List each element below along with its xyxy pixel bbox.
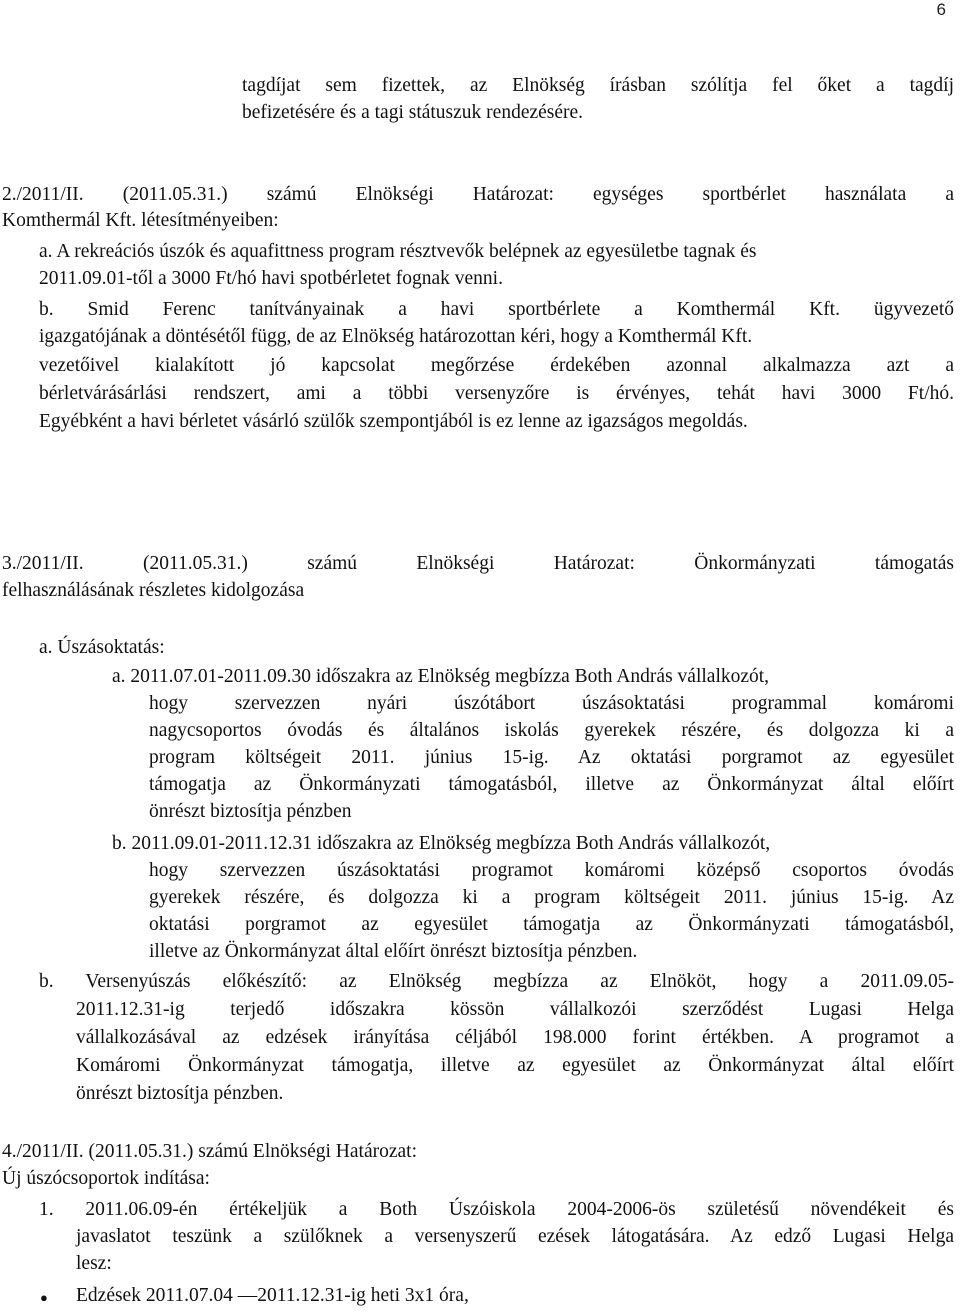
resolution-3-heading: 3./2011/II. (2011.05.31.) számú Elnökségi Határozat: Önkormányzati támogatás [2, 553, 954, 574]
bullet-icon: ● [40, 1290, 48, 1305]
list-item-ab-cont: gyerekek részére, és dolgozza ki a program költségeit 2011. június 15-ig. Az [149, 887, 954, 908]
bullet-item: Edzések 2011.07.04 —2011.12.31-ig heti 3x1 óra, [76, 1285, 469, 1306]
list-item-aa-cont: program költségeit 2011. június 15-ig. Az oktatási porgramot az egyesület [149, 747, 954, 768]
resolution-2-heading: 2./2011/II. (2011.05.31.) számú Elnökségi Határozat: egységes sportbérlet használata a [2, 184, 954, 205]
list-item-b-cont: vállalkozásával az edzések irányítása céljából 198.000 forint értékben. A programot a [76, 1027, 954, 1048]
list-item-aa-cont: támogatja az Önkormányzati támogatásból, illetve az Önkormányzat által előírt [149, 774, 954, 795]
list-item-aa-cont: önrészt biztosítja pénzben [149, 801, 352, 822]
list-item-aa-cont: hogy szervezzen nyári úszótábort úszásoktatási programmal komáromi [149, 693, 954, 714]
list-item-a-cont: 2011.09.01-től a 3000 Ft/hó havi spotbérletet fognak venni. [39, 268, 503, 289]
body-text-line: befizetésére és a tagi státuszuk rendezésére. [242, 102, 584, 123]
list-item-b-cont: Egyébként a havi bérletet vásárló szülők szempontjából is ez lenne az igazságos megoldás. [39, 411, 748, 432]
list-item-b-cont: önrészt biztosítja pénzben. [76, 1083, 284, 1104]
numbered-item-1-cont: lesz: [76, 1253, 112, 1274]
body-text-line: tagdíjat sem fizettek, az Elnökség írásban szólítja fel őket a tagdíj [242, 75, 954, 96]
list-item-ab-cont: oktatási porgramot az egyesület támogatja az Önkormányzati támogatásból, [149, 914, 954, 935]
resolution-4-heading: 4./2011/II. (2011.05.31.) számú Elnökségi Határozat: [2, 1141, 417, 1162]
list-item-ab-cont: illetve az Önkormányzat által előírt önrészt biztosítja pénzben. [149, 941, 638, 962]
list-item-b-cont: Komáromi Önkormányzat támogatja, illetve az egyesület az Önkormányzat által előírt [76, 1055, 954, 1076]
list-item-b: b. Versenyúszás előkészítő: az Elnökség megbízza az Elnököt, hogy a 2011.09.05- [39, 971, 954, 992]
list-item-b-cont: igazgatójának a döntésétől függ, de az Elnökség határozottan kéri, hogy a Komthermál Kft. [39, 326, 753, 347]
resolution-4-heading-cont: Új úszócsoportok indítása: [2, 1168, 210, 1189]
numbered-item-1: 1. 2011.06.09-én értékeljük a Both Úszóiskola 2004-2006-ös születésű növendékeit és [39, 1199, 954, 1220]
list-item-a: a. A rekreációs úszók és aquafittness program résztvevők belépnek az egyesületbe tagnak és [39, 241, 757, 262]
list-item-aa-cont: nagycsoportos óvodás és általános iskolás gyerekek részére, és dolgozza ki a [149, 720, 954, 741]
subsection-title: a. Úszásoktatás: [39, 637, 165, 658]
numbered-item-1-cont: javaslatot teszünk a szülőknek a versenyszerű ezések látogatására. Az edző Lugasi Helga [76, 1226, 954, 1247]
list-item-b-cont: bérletvárásárlási rendszert, ami a többi versenyzőre is érvényes, tehát havi 3000 Ft/hó. [39, 383, 954, 404]
list-item-b-cont: 2011.12.31-ig terjedő időszakra kössön vállalkozói szerződést Lugasi Helga [76, 999, 954, 1020]
resolution-3-heading-cont: felhasználásának részletes kidolgozása [2, 580, 305, 601]
list-item-b: b. Smid Ferenc tanítványainak a havi sportbérlete a Komthermál Kft. ügyvezető [39, 299, 954, 320]
list-item-b-cont: vezetőivel kialakított jó kapcsolat megőrzése érdekében azonnal alkalmazza azt a [39, 355, 954, 376]
page-number: 6 [936, 0, 946, 19]
list-item-ab-cont: hogy szervezzen úszásoktatási programot komáromi középső csoportos óvodás [149, 860, 954, 881]
list-item-ab: b. 2011.09.01-2011.12.31 időszakra az Elnökség megbízza Both András vállalkozót, [112, 833, 771, 854]
list-item-aa: a. 2011.07.01-2011.09.30 időszakra az Elnökség megbízza Both András vállalkozót, [112, 666, 770, 687]
resolution-2-heading-cont: Komthermál Kft. létesítményeiben: [2, 210, 279, 231]
